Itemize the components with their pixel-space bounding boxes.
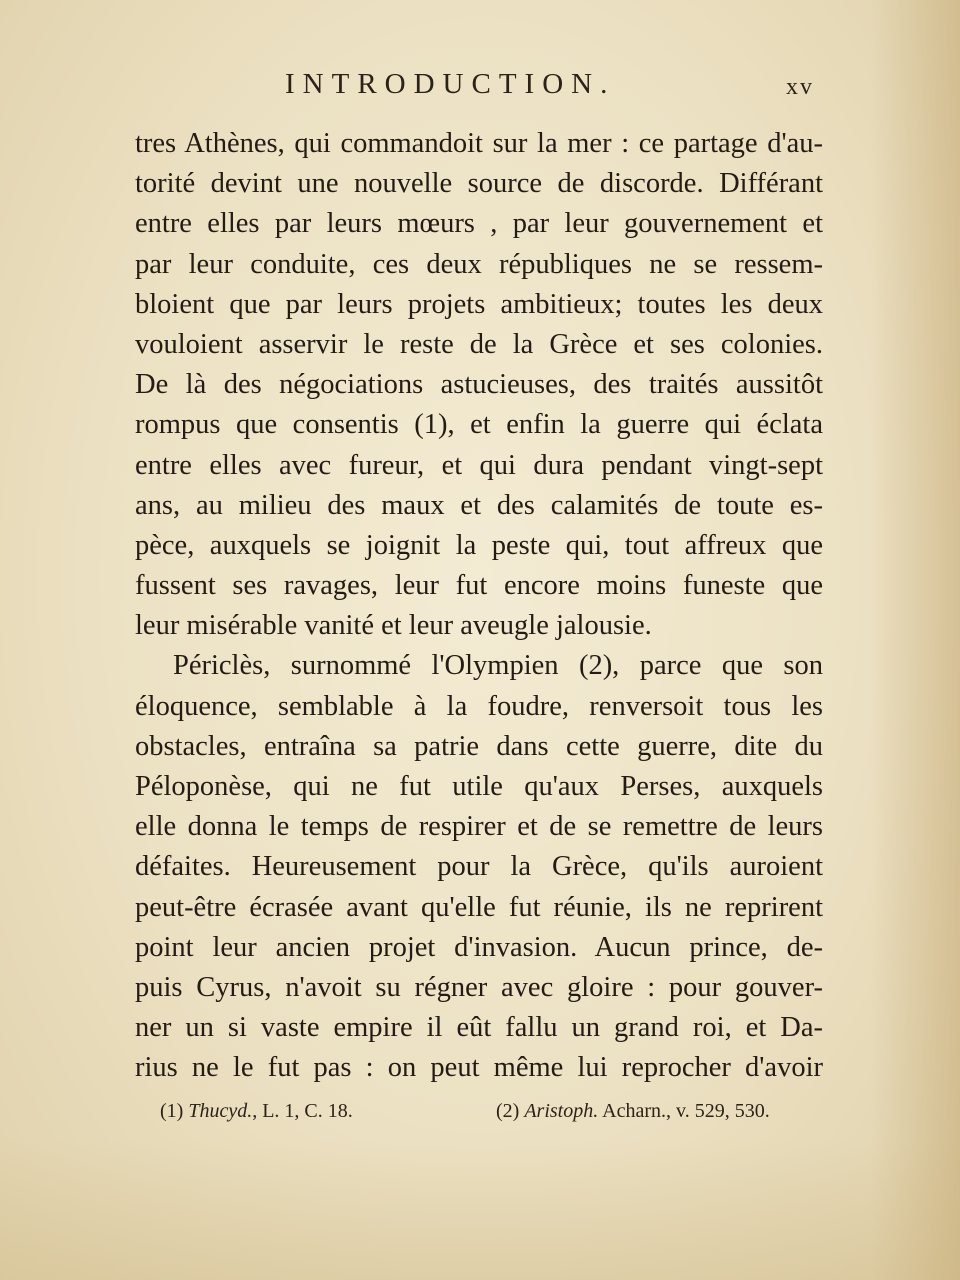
page-edge-shadow bbox=[870, 0, 960, 1280]
text-line: ans, au milieu des maux et des calamités de toute es- bbox=[135, 489, 823, 521]
text-line: bloient que par leurs projets ambitieux; toutes les deux bbox=[135, 288, 823, 320]
text-line: peut-être écrasée avant qu'elle fut réunie, ils ne reprirent bbox=[135, 891, 823, 923]
footnote-2-reference: Acharn., v. 529, 530. bbox=[602, 1100, 770, 1122]
page-number: xv bbox=[786, 74, 814, 100]
text-line: point leur ancien projet d'invasion. Aucun prince, de- bbox=[135, 931, 823, 963]
text-line: vouloient asservir le reste de la Grèce et ses colonies. bbox=[135, 328, 823, 360]
text-line: tres Athènes, qui commandoit sur la mer : ce partage d'au- bbox=[135, 128, 823, 159]
running-head-title: INTRODUCTION. bbox=[285, 68, 616, 100]
running-head bbox=[0, 68, 960, 108]
text-line: De là des négociations astucieuses, des traités aussitôt bbox=[135, 369, 823, 401]
text-line: torité devint une nouvelle source de discorde. Différant bbox=[135, 168, 823, 200]
text-line: par leur conduite, ces deux républiques ne se ressem- bbox=[135, 248, 823, 280]
footnote-1 bbox=[160, 1100, 353, 1123]
footnote-2-author: Aristoph. bbox=[524, 1100, 599, 1122]
text-line: fussent ses ravages, leur fut encore moins funeste que bbox=[135, 570, 823, 602]
text-line: éloquence, semblable à la foudre, renversoit tous les bbox=[135, 690, 823, 722]
text-line: rompus que consentis (1), et enfin la guerre qui éclata bbox=[135, 409, 823, 441]
text-line: obstacles, entraîna sa patrie dans cette guerre, dite du bbox=[135, 730, 823, 762]
footnote-1-number: (1) bbox=[160, 1100, 184, 1122]
footnote-2 bbox=[496, 1100, 770, 1123]
footnotes bbox=[160, 1100, 830, 1130]
page-stain bbox=[0, 1140, 960, 1280]
paragraph-end-line: leur misérable vanité et leur aveugle jalousie. bbox=[135, 610, 652, 642]
text-line: Péloponèse, qui ne fut utile qu'aux Perses, auxquels bbox=[135, 771, 823, 802]
body-text bbox=[135, 124, 823, 1089]
footnote-1-reference: , L. 1, C. 18. bbox=[252, 1100, 353, 1122]
paragraph-start-line: Périclès, surnommé l'Olympien (2), parce que son bbox=[173, 650, 823, 682]
text-line: rius ne le fut pas : on peut même lui reprocher d'avoir bbox=[135, 1052, 823, 1084]
text-line: elle donna le temps de respirer et de se remettre de leurs bbox=[135, 811, 823, 843]
text-line: puis Cyrus, n'avoit su régner avec gloire : pour gouver- bbox=[135, 971, 823, 1003]
text-line: ner un si vaste empire il eût fallu un grand roi, et Da- bbox=[135, 1012, 823, 1044]
text-line: pèce, auxquels se joignit la peste qui, tout affreux que bbox=[135, 529, 823, 561]
text-line: défaites. Heureusement pour la Grèce, qu'ils auroient bbox=[135, 851, 823, 883]
footnote-1-author: Thucyd. bbox=[188, 1100, 253, 1122]
footnote-2-number: (2) bbox=[496, 1100, 520, 1122]
text-line: entre elles avec fureur, et qui dura pendant vingt-sept bbox=[135, 449, 823, 481]
text-line: entre elles par leurs mœurs , par leur gouvernement et bbox=[135, 208, 823, 240]
